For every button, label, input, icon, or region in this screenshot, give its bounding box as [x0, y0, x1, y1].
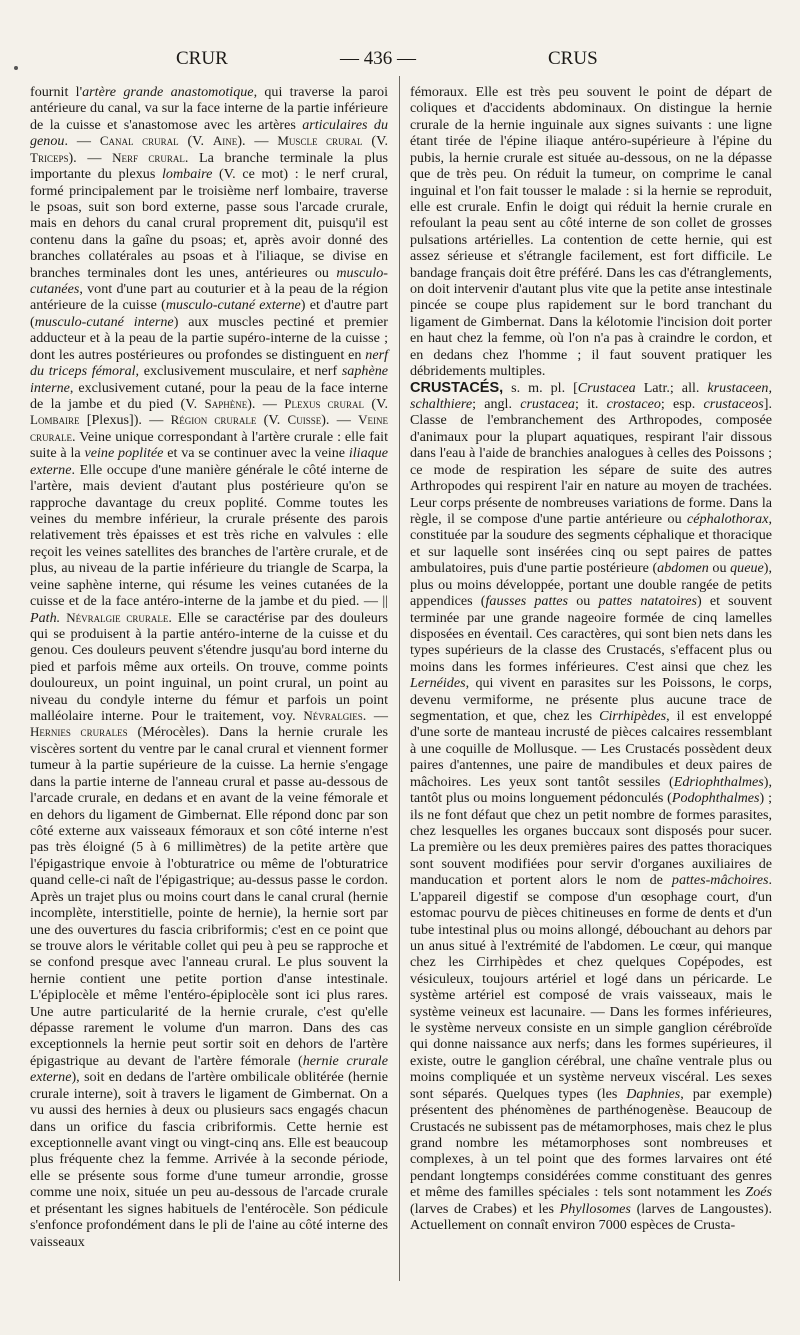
text-run: Podophthalmes	[671, 790, 760, 807]
text-run: Région crurale	[170, 412, 257, 428]
text-run: (V.	[362, 133, 388, 150]
text-run: queue	[730, 560, 764, 577]
text-run: crustaceos	[703, 396, 764, 413]
text-run: fausses pattes	[485, 593, 569, 610]
text-run: Saphène	[204, 396, 248, 412]
text-run: , qui traverse la paroi antérieure du canal, va sur la face interne de la partie inférieure de la cuisse et s'anastomose avec les artères	[30, 84, 389, 133]
text-run: ; esp.	[660, 396, 704, 413]
text-run: Veine crurale	[30, 412, 389, 444]
text-run: , exclusivement cutané, pour la peau de la face interne de la jambe et du pied (V.	[30, 379, 388, 413]
text-run: (V.	[364, 396, 388, 413]
text-run: ), soit en dedans de l'artère ombilicale oblitérée (hernie crurale interne), soit à travers le ligament de Gimbernat. On a vu aussi des hernies à deux ou plusieurs sacs engagés chacun dans un orifice du fascia cribriformis. Cette hernie est exceptionnelle avant vingt ou vingt-cinq ans. Elle est beaucoup plus fréquente chez la femme. Arrivée à la seconde période, elle se présente sous forme d'une tumeur arrondie, grosse comme une noix, située un peu au-dessous de l'arcade crurale et présentant les signes habituels de l'entérocèle. Son pédicule s'enfonce profondément dans le pli de l'aine au côté interne des vaisseaux	[30, 1069, 388, 1250]
text-run: saphène interne	[30, 363, 388, 396]
text-run: et va se continuer avec la veine	[163, 445, 349, 462]
text-run: ). —	[237, 133, 278, 150]
text-run: . Veine unique correspondant à l'artère crurale : elle fait suite à la	[30, 428, 388, 462]
header-left-word: CRUR	[176, 48, 228, 69]
page-number: — 436 —	[340, 48, 416, 69]
paragraph	[410, 84, 772, 380]
text-run: Névralgies	[303, 708, 363, 724]
text-run: Canal crural	[99, 133, 179, 149]
text-run: Edriophthalmes	[673, 773, 764, 790]
text-run: [Plexus]). —	[79, 412, 171, 429]
text-run: abdomen	[657, 560, 709, 577]
text-run: Path.	[30, 609, 61, 626]
text-run: Plexus crural	[284, 396, 365, 412]
text-run: ; it.	[574, 396, 607, 413]
paragraph	[30, 84, 388, 1250]
text-run: Hernies crurales	[30, 724, 128, 740]
text-run: veine poplitée	[84, 445, 164, 462]
text-run: Crustacea	[577, 379, 636, 396]
text-run: Lernéides	[410, 675, 466, 692]
text-run: Lombaire	[30, 412, 80, 428]
text-run: crostaceo	[606, 396, 661, 413]
text-run: pattes-mâchoires	[671, 872, 769, 889]
left-column	[30, 84, 388, 1250]
text-run: fournit l'	[30, 84, 83, 100]
text-run: ). —	[321, 412, 359, 429]
text-run: musculo-cutané externe	[165, 297, 301, 314]
text-run: , il est enveloppé d'une sorte de manteau incrusté de pièces calcaires ressemblant à une coquille de Mollusque. — Les Crustacés possèdent deux paires d'antennes, une paire de mandibules et deux paires de mâchoires. Les yeux sont tantôt sessiles (	[410, 708, 773, 790]
text-run: . Elle se caractérise par des douleurs qui se produisent à la partie antéro-interne de la cuisse et du genou. Ces douleurs peuvent s'étendre jusqu'au bord interne du pied et parfois même aux orteils. On trouve, comme points douloureux, un point inguinal, un point crural, un point au niveau du condyle interne du fémur et parfois un point malléolaire interne. Pour le traitement, voy.	[30, 609, 388, 725]
text-run: ) aux muscles pectiné et premier adducteur et à la peau de la partie supéro-interne de la cuisse ; dont les autres postérieures ou profondes se distinguent en	[30, 313, 388, 363]
text-run: céphalothorax	[687, 510, 769, 527]
text-run: , qui vivent en parasites sur les Poissons, le corps, devenu vermiforme, ne présente plus aucune trace de segmentation, et que, chez les	[410, 675, 772, 725]
text-run: Aine	[212, 133, 238, 149]
text-run: Cuisse	[287, 412, 322, 428]
text-run: . La branche terminale la plus importante du plexus	[30, 149, 388, 183]
text-run: (Mérocèles). Dans la hernie crurale les viscères sortent du ventre par le canal crural et viennent former tumeur à la partie supérieure de la cuisse. La hernie s'engage dans la partie interne de l'anneau crural et passe au-dessous de l'arcade crurale, en dedans et en avant de la veine fémorale et en dehors du ligament de Gimbernat. Elle répond donc par son côté externe aux vaisseaux fémoraux et son côté interne n'est pas très éloigné (5 à 6 millimètres) de la petite artère que l'épigastrique envoie à l'obturatrice ou même de l'obturatrice quand celle-ci naît de l'épigastrique; au-dessus passe le cordon. Après un trajet plus ou moins court dans le canal crural (hernie incomplète, interstitielle, pointe de hernie), la hernie sort par une des ouvertures du fascia cribriformis; c'est en ce point que se trouve alors le véritable collet qui peu à peu se rapproche et se confond presque avec l'anneau crural. Le plus souvent la hernie contient une petite portion d'anse intestinale. L'épiplocèle et même l'entéro-épiplocèle sont ici plus rares. Une autre particularité de la hernie crurale, c'est qu'elle dépasse rarement le volume d'un marron. Dans des cas exceptionnels la hernie peut sortir soit en dehors de l'artère épigastrique au devant de l'artère fémorale (	[30, 724, 388, 1069]
text-run: artère grande anastomotique	[82, 84, 254, 100]
paragraph	[410, 380, 772, 1234]
text-run: , exclusivement musculaire, et nerf	[135, 363, 342, 380]
text-run: (V.	[256, 412, 288, 429]
text-run: ]. Classe de l'embranchement des Arthropodes, composée d'animaux pour la plupart aquatiques, respirant l'air dissous dans l'eau à l'aide de branchies analogues à celles des Poissons ; ce mode de respiration les sépare de suite des autres Arthropodes qui respirent l'air en nature au moyen de trachées. Leur corps présente de nombreuses variations de forme. Dans la règle, il se compose d'une partie antérieure ou	[410, 396, 772, 527]
text-run: Muscle crural	[277, 133, 363, 149]
text-run: . —	[64, 133, 100, 150]
text-run: Cirrhipèdes	[599, 708, 667, 725]
text-run: iliaque externe	[30, 445, 388, 478]
text-run: ), tantôt plus ou moins longuement pédonculés (	[410, 773, 772, 807]
text-run: Zoés	[745, 1184, 772, 1201]
text-run: Névralgie crurale	[66, 609, 169, 625]
text-run: articulaires du genou	[30, 116, 388, 150]
text-run: ). —	[68, 149, 113, 166]
text-run: (V.	[178, 133, 213, 150]
entry-headword: CRUSTACÉS,	[410, 379, 504, 396]
text-run: musculo-cutanées	[30, 264, 388, 298]
running-header	[0, 44, 800, 74]
column-rule	[399, 76, 400, 1281]
text-run: pattes natatoires	[598, 593, 697, 610]
text-run: Daphnies	[626, 1085, 681, 1102]
text-run: hernie crurale externe	[30, 1052, 388, 1086]
text-run: ) et souvent terminée par une grande nageoire formée de cinq lamelles disposées en éventail. Ces caractères, qui sont bien nets dans les types supérieurs de la classe des Crustacés, s'effacent plus ou moins dans les formes inférieures. C'est ainsi que chez les	[410, 593, 773, 675]
text-run: Triceps	[30, 149, 69, 165]
text-run: ). —	[247, 396, 285, 413]
header-right-word: CRUS	[548, 48, 598, 69]
text-run: Nerf crural	[112, 149, 185, 165]
text-run: ) ; ils ne font défaut que chez un petit nombre de formes parasites, chez lesquelles les organes buccaux sont disposés pour sucer. La première ou les deux premières paires des pattes thoraciques sont souvent modifiées pour servir d'organes auxiliaires de manducation et portent alors le nom de	[410, 790, 773, 889]
text-run: . —	[362, 708, 388, 725]
text-run: , vont d'une part au couturier et à la peau de la région antérieure de la cuisse (	[30, 281, 388, 314]
text-run: Phyllosomes	[559, 1200, 631, 1217]
right-column	[410, 84, 772, 1234]
text-run: Latr.; all.	[635, 379, 708, 396]
text-run: ) et d'autre part (	[30, 297, 388, 330]
text-run: nerf du triceps fémoral	[30, 346, 388, 380]
text-run: ou	[568, 593, 599, 610]
text-run: ; angl.	[472, 396, 521, 413]
text-run: , par exemple) présentent des phénomènes de parthénogenèse. Beaucoup de Crustacés ne subissent pas de métamorphoses, mais chez le plus grand nombre les métamorphoses sont nombreuses et complexes, à un tel point que des formes larvaires ont été pendant longtemps considérées comme constituant des genres et même des familles spéciales : tels sont notamment les	[410, 1085, 772, 1201]
text-run: , constituée par la soudure des segments céphalique et thoracique et sur laquelle sont insérées cinq ou sept paires de pattes ambulatoires, puis d'une partie postérieure (	[410, 510, 772, 577]
text-run: (V. ce mot) : le nerf crural, formé principalement par le troisième nerf lombaire, traverse le psoas, suit son bord externe, passe sous l'arcade crurale, mais en dehors du canal crural proprement dit, puisqu'il est contenu dans la gaîne du psoas; et, après avoir donné des branches collatérales au psoas et à l'iliaque, se divise en branches terminales dont les unes, antérieures ou	[30, 166, 389, 281]
text-run: ), plus ou moins développée, portant une double rangée de petits appendices (	[410, 560, 772, 610]
text-run: lombaire	[162, 166, 213, 183]
text-run: musculo-cutané interne	[34, 313, 174, 330]
text-run: ou	[708, 560, 731, 577]
text-run: s. m. pl. [	[503, 379, 578, 396]
text-run: crustacea	[520, 396, 575, 413]
text-run: . L'appareil digestif se compose d'un œsophage court, d'un estomac pourvu de pièces chitineuses en forme de dents et d'un tube intestinal plus ou moins allongé, débouchant au dehors par un anus situé à l'extrémité de l'abdomen. Le cœur, qui manque chez les Cirrhipèdes et chez quelques Copépodes, est vésiculeux, toujours artériel et logé dans un péricarde. Le système artériel est composé de vrais vaisseaux, mais le système veineux est lacunaire. — Dans les formes inférieures, le système nerveux consiste en un simple ganglion cérébroïde qui donne naissance aux nerfs; dans les formes supérieures, il existe, outre le ganglion cérébral, une chaîne ventrale plus ou moins compliquée et un système nerveux viscéral. Les sexes sont séparés. Quelques types (les	[410, 872, 772, 1102]
text-run: . Elle occupe d'une manière générale le côté interne de l'artère, mais devient d'autant plus postérieure qu'on se rapproche davantage du creux poplité. Comme toutes les veines du membre inférieur, la crurale présente des parois relativement très épaisses et est très riche en valvules : elle reçoit les veines satellites des branches de l'artère crurale, et de plus, au niveau de la partie inférieure du triangle de Scarpa, la veine saphène interne, qui résume les veines cutanées de la cuisse et de la face antéro-interne de la jambe et du pied. — ||	[30, 461, 388, 610]
text-run: (larves de Crabes) et les	[410, 1200, 560, 1217]
text-run: (larves de Langoustes). Actuellement on connaît environ 7000 espèces de Crusta-	[410, 1200, 772, 1234]
text-run: krustaceen, schalthiere	[410, 379, 772, 413]
text-run: fémoraux. Elle est très peu souvent le point de départ de coliques et d'accidents abdominaux. On distingue la hernie crurale de la hernie inguinale aux signes suivants : une ligne étant tirée de l'épine iliaque antéro-supérieure à l'épine du pubis, la hernie crurale est située au-dessous, on ne la dépasse que de très peu. On réduit la tumeur, on comprime le canal inguinal et l'on fait tousser le malade : si la hernie se reproduit, elle est crurale. Enfin le doigt qui réduit la hernie crurale en refoulant la peau sent au côté interne de son collet de grosses pulsations artérielles. La contention de cette hernie, qui est assez sérieuse et s'étrangle facilement, est fort difficile. Le bandage français doit être préféré. Dans les cas d'étranglements, on doit intervenir d'autant plus vite que la petite anse intestinale pincée se coupe plus rapidement sur le bord tranchant du ligament de Gimbernat. Dans la kélotomie l'incision doit porter en haut chez la femme, où l'on n'a pas à craindre le cordon, et en dedans chez l'homme ; il faut souvent pratiquer les débridements multiples.	[410, 84, 772, 380]
